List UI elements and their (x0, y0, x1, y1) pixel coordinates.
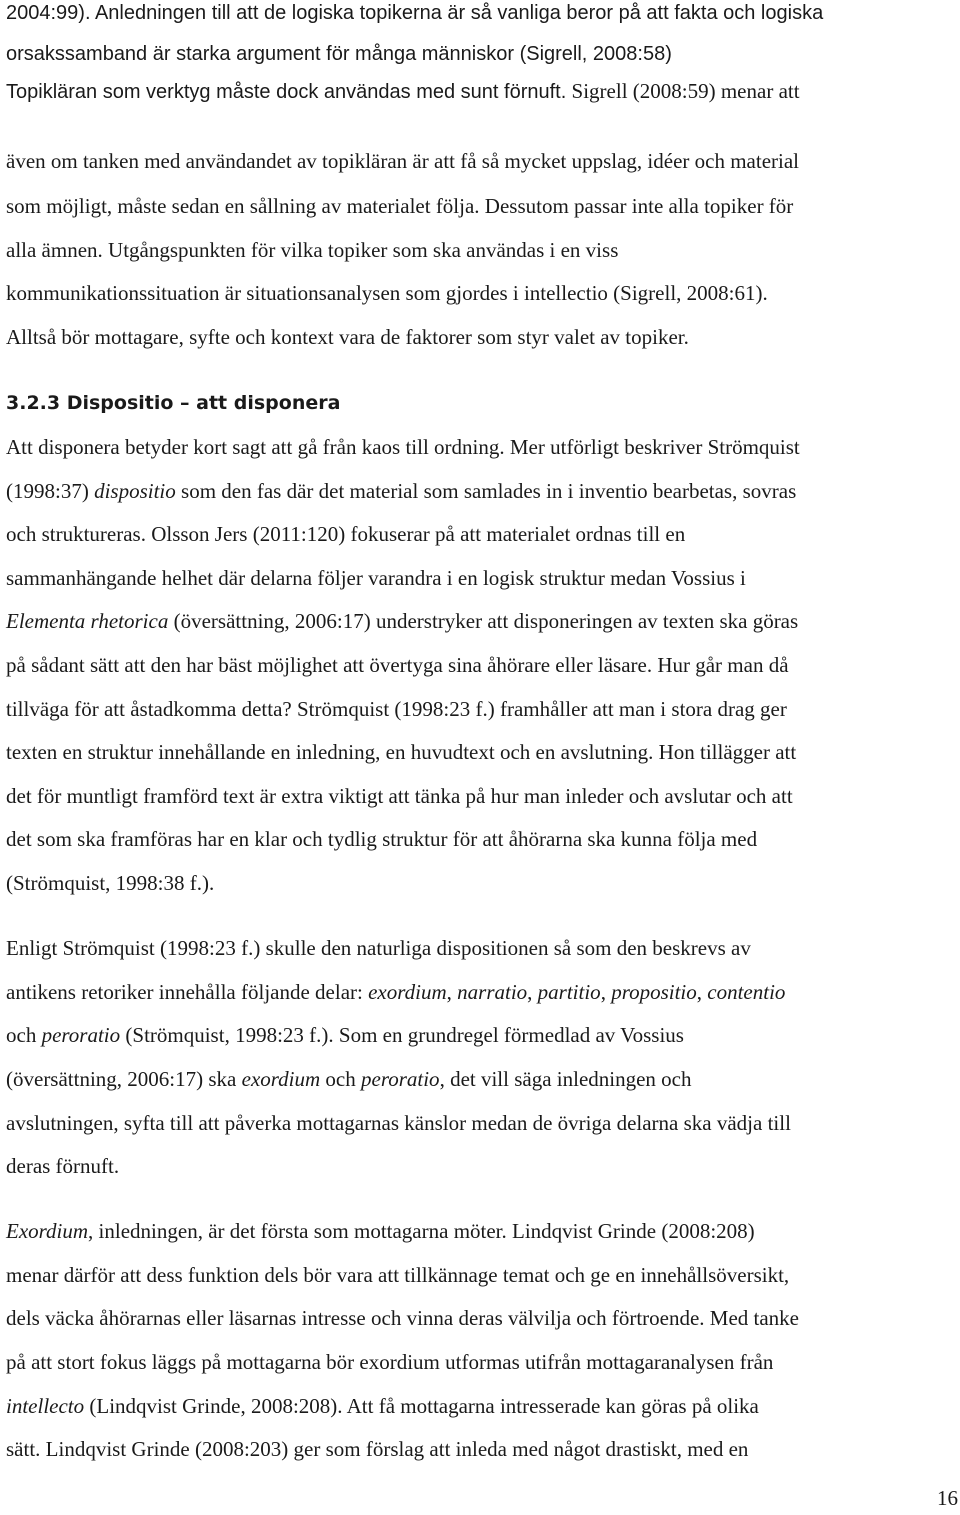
text-run: Att disponera betyder kort sagt att gå från kaos till ordning. Mer utförligt beskriver Strömquist (6, 435, 800, 459)
text-run: avslutningen, syfta till att påverka mottagarnas känslor medan de övriga delarna ska vädja till (6, 1111, 791, 1135)
text-run-italic: Exordium (6, 1219, 89, 1243)
text-run-italic: propositio (611, 980, 697, 1004)
text-line (6, 1153, 119, 1179)
text-line (6, 280, 768, 306)
text-run-italic: intellecto (6, 1394, 85, 1418)
text-line (6, 1436, 748, 1462)
text-line (6, 1110, 791, 1136)
text-run: Topikläran som verktyg måste dock användas med sunt förnuft. (6, 81, 567, 103)
text-run: på att stort fokus läggs på mottagarna bör exordium utformas utifrån mottagaranalysen från (6, 1350, 774, 1374)
text-run: det som ska framföras har en klar och tydlig struktur för att åhörarna ska kunna följa med (6, 827, 758, 851)
text-run: (översättning, 2006:17) ska (6, 1067, 242, 1091)
text-run: , (527, 980, 538, 1004)
text-run: sammanhängande helhet där delarna följer varandra i en logisk struktur medan Vossius i (6, 566, 746, 590)
text-run-italic: contentio (707, 980, 786, 1004)
text-line (6, 870, 214, 896)
text-run-italic: peroratio (361, 1067, 440, 1091)
text-line (6, 1305, 799, 1331)
text-line (6, 41, 672, 67)
text-run: som den fas där det material som samlades in i inventio bearbetas, sovras (175, 479, 797, 503)
text-run: , det vill säga inledningen och (439, 1067, 692, 1091)
text-line (6, 739, 796, 765)
text-run-italic: partitio (537, 980, 601, 1004)
text-run: alla ämnen. Utgångspunkten för vilka topiker som ska användas i en viss (6, 238, 619, 262)
text-line (6, 1349, 773, 1375)
text-run-italic: narratio (457, 980, 528, 1004)
text-line (6, 979, 785, 1005)
text-run: , (696, 980, 708, 1004)
text-line (6, 1393, 759, 1419)
text-line (6, 652, 789, 678)
text-run: orsakssamband är starka argument för många människor (Sigrell, 2008:58) (6, 43, 672, 65)
text-run-italic: Elementa rhetorica (6, 609, 169, 633)
text-run: , (446, 980, 458, 1004)
text-run: och (320, 1067, 361, 1091)
text-line (6, 1022, 684, 1048)
text-line (6, 193, 793, 219)
text-run: Sigrell (2008:59) menar att (566, 79, 800, 103)
text-run: , (600, 980, 612, 1004)
text-line (6, 478, 796, 504)
text-line (6, 521, 685, 547)
text-run: , inledningen, är det första som mottagarna möter. Lindqvist Grinde (2008:208) (88, 1219, 755, 1243)
text-run: (Strömquist, 1998:23 f.). Som en grundregel förmedlad av Vossius (120, 1023, 684, 1047)
text-run: antikens retoriker innehålla följande delar: (6, 980, 369, 1004)
text-run: menar därför att dess funktion dels bör vara att tillkännage temat och ge en innehållsöversikt, (6, 1263, 790, 1287)
text-run: Enligt Strömquist (1998:23 f.) skulle den naturliga dispositionen så som den beskrevs av (6, 936, 751, 960)
text-run-italic: dispositio (94, 479, 176, 503)
text-run: texten en struktur innehållande en inledning, en huvudtext och en avslutning. Hon tillägger att (6, 740, 797, 764)
text-run: (Lindqvist Grinde, 2008:208). Att få mottagarna intresserade kan göras på olika (84, 1394, 759, 1418)
text-line (6, 237, 618, 263)
text-line (6, 696, 787, 722)
text-line (6, 565, 746, 591)
text-line (6, 1218, 755, 1244)
text-line (6, 826, 757, 852)
text-line (6, 148, 799, 174)
text-run: det för muntligt framförd text är extra viktigt att tänka på hur man inleder och avslutar och att (6, 784, 793, 808)
page-number: 16 (937, 1486, 958, 1510)
text-line (6, 0, 823, 26)
text-run: dels väcka åhörarnas eller läsarnas intresse och vinna deras välvilja och förtroende. Med tanke (6, 1306, 800, 1330)
text-run: sätt. Lindqvist Grinde (2008:203) ger som förslag att inleda med något drastiskt, med en (6, 1437, 749, 1461)
text-run: (översättning, 2006:17) understryker att disponeringen av texten ska göras (168, 609, 799, 633)
text-run-italic: exordium (368, 980, 447, 1004)
heading-text: 3.2.3 Dispositio – att disponera (6, 392, 341, 414)
text-run: och struktureras. Olsson Jers (2011:120) fokuserar på att materialet ordnas till en (6, 522, 686, 546)
text-line (6, 783, 793, 809)
text-run: som möjligt, måste sedan en sållning av materialet följa. Dessutom passar inte alla topiker för (6, 194, 794, 218)
text-run: (Strömquist, 1998:38 f.). (6, 871, 215, 895)
text-run: (1998:37) (6, 479, 95, 503)
text-line (6, 78, 800, 104)
text-run-italic: exordium (241, 1067, 321, 1091)
text-run: deras förnuft. (6, 1154, 120, 1178)
text-line (6, 608, 798, 634)
text-run: Alltså bör mottagare, syfte och kontext vara de faktorer som styr valet av topiker. (6, 325, 689, 349)
text-run: även om tanken med användandet av topikläran är att få så mycket uppslag, idéer och material (6, 149, 800, 173)
text-run: kommunikationssituation är situationsanalysen som gjordes i intellectio (Sigrell, 2008:61). (6, 281, 768, 305)
text-line (6, 434, 800, 460)
text-run: och (6, 1023, 42, 1047)
text-line (6, 935, 751, 961)
text-run: 2004:99). Anledningen till att de logiska topikerna är så vanliga beror på att fakta och logiska (6, 2, 824, 24)
section-heading (6, 390, 340, 416)
text-run-italic: peroratio (41, 1023, 121, 1047)
text-line (6, 324, 689, 350)
text-line (6, 1066, 692, 1092)
text-run: tillväga för att åstadkomma detta? Strömquist (1998:23 f.) framhåller att man i stora drag ger (6, 697, 787, 721)
text-line (6, 1262, 789, 1288)
text-run: på sådant sätt att den har bäst möjlighet att övertyga sina åhörare eller läsare. Hur går man då (6, 653, 789, 677)
